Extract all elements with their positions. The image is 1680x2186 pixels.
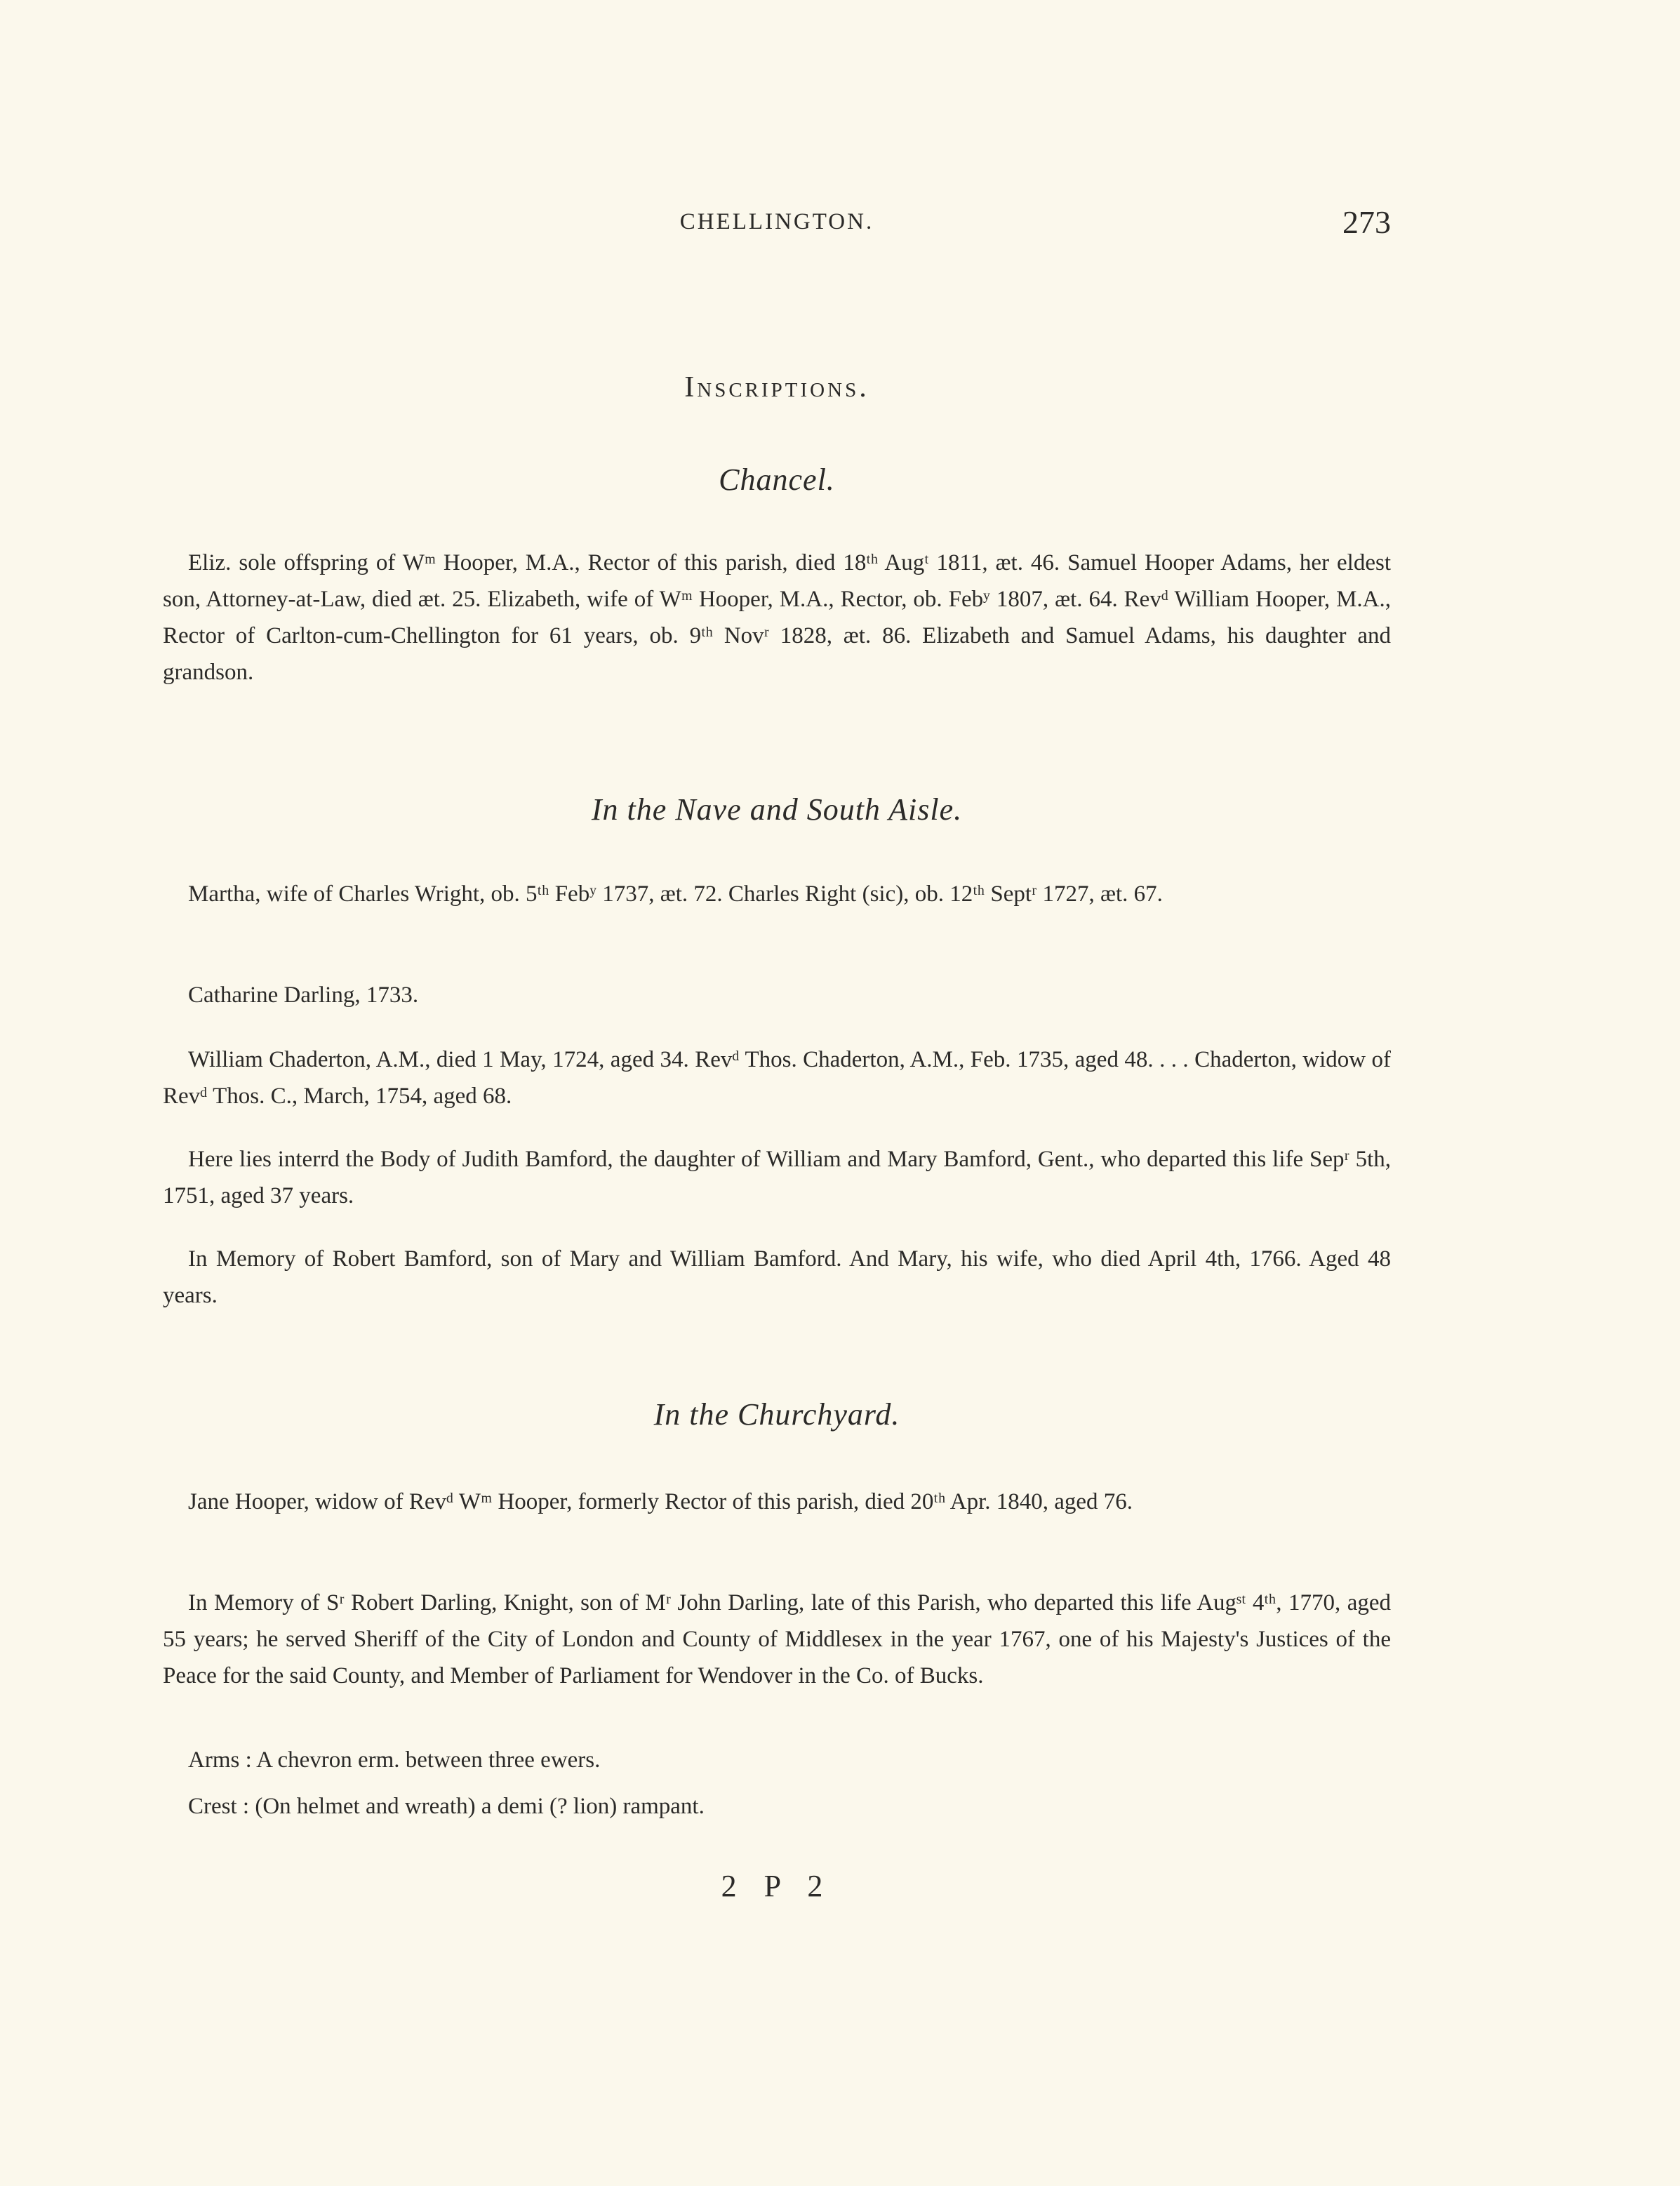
paragraph-churchyard-darling: In Memory of Sʳ Robert Darling, Knight, son of Mʳ John Darling, late of this Parish, who departed this life Augˢᵗ 4ᵗʰ, 1770, aged 55 years; he served Sheriff of the City of London and County of Middlesex in the year 1767, one of his Majesty's Justices of the Peace for the said County, and Member of Parliament for Wendover in the Co. of Bucks. xyxy=(163,1590,1391,1688)
running-title: CHELLINGTON. xyxy=(679,209,874,234)
section-heading-chancel: Chancel. xyxy=(719,462,835,497)
paragraph-nave-robert-bamford: In Memory of Robert Bamford, son of Mary and William Bamford. And Mary, his wife, who died April 4th, 1766. Aged 48 years. xyxy=(163,1246,1391,1308)
section-heading-nave: In the Nave and South Aisle. xyxy=(591,792,963,827)
paragraph-nave-judith-bamford: Here lies interrd the Body of Judith Bamford, the daughter of William and Mary Bamford, Gent., who departed this life Sepʳ 5th, 1751, aged 37 years. xyxy=(163,1147,1391,1208)
section-heading-churchyard: In the Churchyard. xyxy=(653,1397,900,1432)
paragraph-churchyard-hooper: Jane Hooper, widow of Revᵈ Wᵐ Hooper, formerly Rector of this parish, died 20ᵗʰ Apr. 1840, aged 76. xyxy=(188,1489,1133,1514)
arms-line: Arms : A chevron erm. between three ewers. xyxy=(188,1747,601,1773)
page-number: 273 xyxy=(1342,204,1391,240)
paragraph-nave-chaderton: William Chaderton, A.M., died 1 May, 1724, aged 34. Revᵈ Thos. Chaderton, A.M., Feb. 1735, aged 48. . . . Chaderton, widow of Revᵈ Thos. C., March, 1754, aged 68. xyxy=(163,1047,1391,1109)
signature-mark: 2 P 2 xyxy=(721,1869,833,1903)
running-head xyxy=(163,204,1391,246)
paragraph-chancel: Eliz. sole offspring of Wᵐ Hooper, M.A., Rector of this parish, died 18ᵗʰ Augᵗ 1811, æt. 46. Samuel Hooper Adams, her eldest son, Attorney-at-Law, died æt. 25. Elizabeth, wife of Wᵐ Hooper, M.A., Rector, ob. Febʸ 1807, æt. 64. Revᵈ William Hooper, M.A., Rector of Carlton-cum-Chellington for 61 years, ob. 9ᵗʰ Novʳ 1828, æt. 86. Elizabeth and Samuel Adams, his daughter and grandson. xyxy=(163,550,1391,685)
paragraph-nave-wright: Martha, wife of Charles Wright, ob. 5ᵗʰ Febʸ 1737, æt. 72. Charles Right (sic), ob. 12ᵗʰ Septʳ 1727, æt. 67. xyxy=(188,881,1163,907)
crest-line: Crest : (On helmet and wreath) a demi (? lion) rampant. xyxy=(188,1794,705,1819)
paragraph-nave-darling: Catharine Darling, 1733. xyxy=(188,982,419,1008)
page-title: Inscriptions. xyxy=(684,371,869,404)
